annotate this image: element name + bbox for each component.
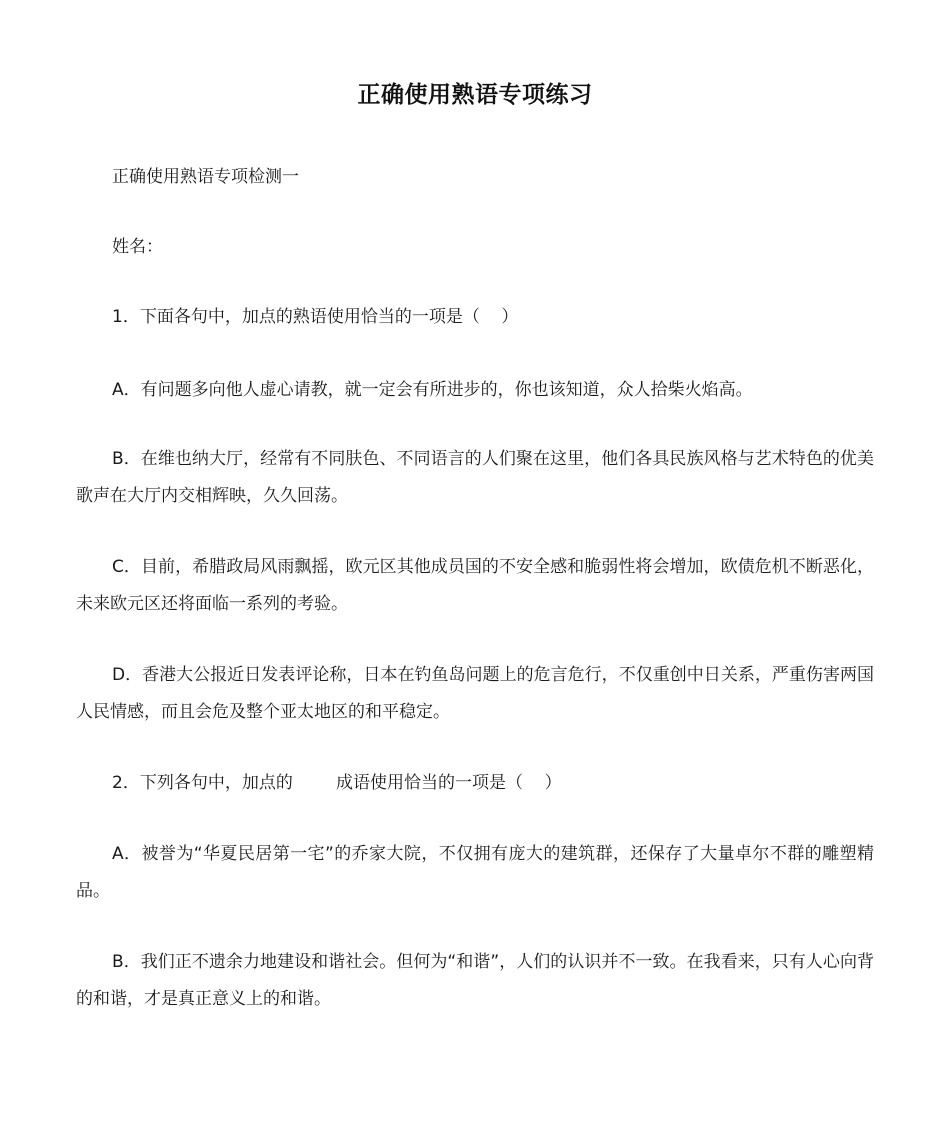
- question-1-stem: 1．下面各句中，加点的熟语使用恰当的一项是（ ）: [112, 307, 519, 327]
- question-1-option-a: A．有问题多向他人虚心请教，就一定会有所进步的，你也该知道，众人拾柴火焰高。: [112, 380, 753, 400]
- question-2-stem: 2．下列各句中，加点的 成语使用恰当的一项是（ ）: [112, 773, 562, 793]
- test-subtitle: 正确使用熟语专项检测一: [112, 167, 299, 187]
- question-1-option-c: C．目前，希腊政局风雨飘摇，欧元区其他成员国的不安全感和脆弱性将会增加，欧债危机不断恶化，未来欧元区还将面临一系列的考验。: [76, 557, 874, 614]
- question-1-option-b: B．在维也纳大厅，经常有不同肤色、不同语言的人们聚在这里，他们各具民族风格与艺术特色的优美歌声在大厅内交相辉映，久久回荡。: [76, 449, 874, 506]
- question-2-option-a: A．被誉为“华夏民居第一宅”的乔家大院，不仅拥有庞大的建筑群，还保存了大量卓尔不群的雕塑精品。: [76, 844, 874, 901]
- document-title: 正确使用熟语专项练习: [357, 82, 593, 108]
- question-1-option-d: D．香港大公报近日发表评论称，日本在钓鱼岛问题上的危言危行，不仅重创中日关系，严重伤害两国人民情感，而且会危及整个亚太地区的和平稳定。: [76, 665, 874, 722]
- question-2-option-b: B．我们正不遗余力地建设和谐社会。但何为“和谐”，人们的认识并不一致。在我看来，只有人心向背的和谐，才是真正意义上的和谐。: [76, 952, 874, 1009]
- name-label: 姓名：: [112, 237, 163, 257]
